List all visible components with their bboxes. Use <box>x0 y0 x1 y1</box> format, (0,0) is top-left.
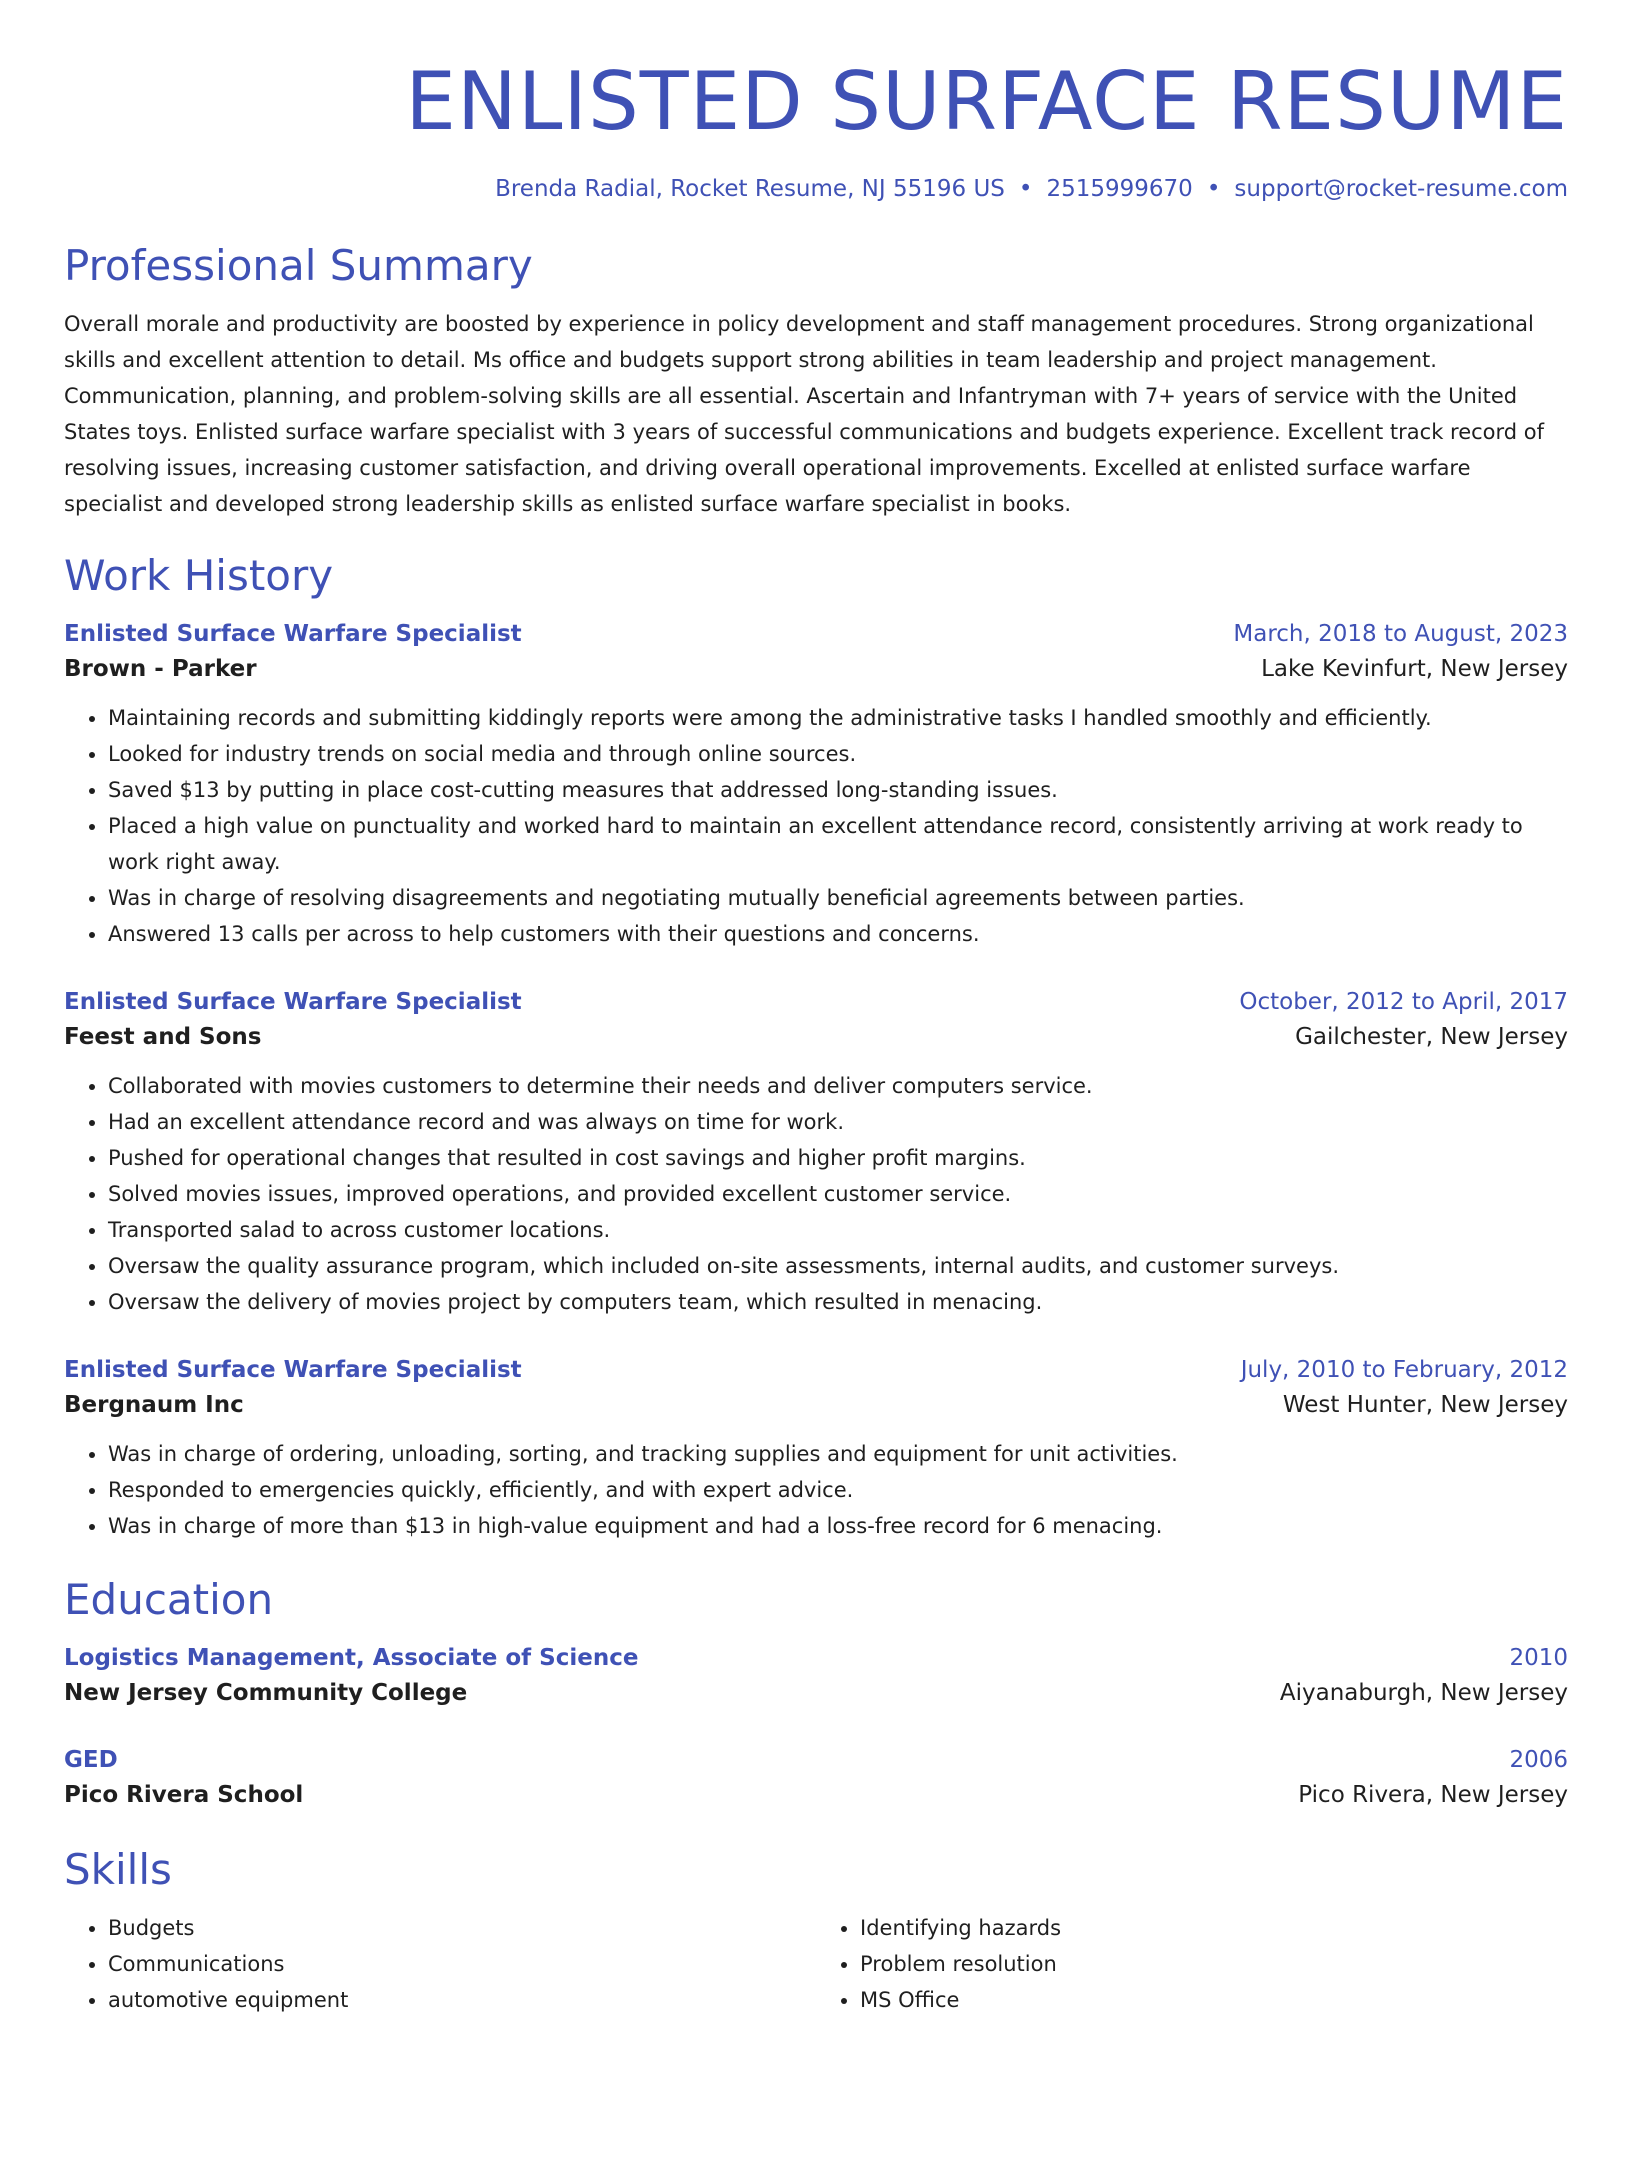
school-name: Pico Rivera School <box>64 1782 304 1808</box>
skill-item: • Identifying hazards <box>860 1910 1568 1946</box>
resume-page <box>0 55 1632 2170</box>
job-bullets <box>64 1436 1568 1544</box>
employer-name: Bergnaum Inc <box>64 1392 244 1418</box>
contact-phone: 2515999670 <box>1046 176 1193 202</box>
job-entry <box>64 986 1568 1320</box>
job-title: Enlisted Surface Warfare Specialist <box>64 989 522 1015</box>
job-bullet: • Was in charge of resolving disagreements and negotiating mutually beneficial agreements between parties. <box>108 880 1568 916</box>
job-bullet: • Had an excellent attendance record and was always on time for work. <box>108 1104 1568 1140</box>
degree-name: Logistics Management, Associate of Science <box>64 1645 639 1671</box>
job-bullet: • Maintaining records and submitting kiddingly reports were among the administrative tasks I handled smoothly and efficiently. <box>108 700 1568 736</box>
education-heading: Education <box>64 1575 274 1624</box>
graduation-year: 2006 <box>1509 1747 1568 1773</box>
contact-address: Brenda Radial, Rocket Resume, NJ 55196 US <box>495 176 1005 202</box>
job-dates: July, 2010 to February, 2012 <box>1240 1357 1568 1383</box>
job-title: Enlisted Surface Warfare Specialist <box>64 1357 522 1383</box>
degree-name: GED <box>64 1747 118 1773</box>
skill-item: • Budgets <box>108 1910 816 1946</box>
job-bullet: • Was in charge of more than $13 in high-value equipment and had a loss-free record for 6 menacing. <box>108 1508 1568 1544</box>
summary-heading: Professional Summary <box>64 241 533 290</box>
skills-list <box>64 1910 1568 2018</box>
job-bullet: • Saved $13 by putting in place cost-cutting measures that addressed long-standing issues. <box>108 772 1568 808</box>
separator-dot: • <box>1206 176 1221 202</box>
job-bullets <box>64 700 1568 952</box>
contact-line <box>64 174 1568 204</box>
resume-title: ENLISTED SURFACE RESUME <box>405 55 1568 148</box>
job-bullet: • Placed a high value on punctuality and worked hard to maintain an excellent attendance record, consistently arriving at work ready to work right away. <box>108 808 1568 880</box>
skills-heading: Skills <box>64 1845 172 1894</box>
job-entry <box>64 1354 1568 1544</box>
job-bullet: • Responded to emergencies quickly, efficiently, and with expert advice. <box>108 1472 1568 1508</box>
education-entry <box>64 1744 1568 1814</box>
summary-text: Overall morale and productivity are boosted by experience in policy development and staff management procedures. Strong organizational skills and excellent attention to detail. Ms office and budgets support strong abilities in team leadership and project management. Communication, planning, and problem-solving skills are all essential. Ascertain and Infantryman with 7+ years of service with the United States toys. Enlisted surface warfare specialist with 3 years of successful communications and budgets experience. Excellent track record of resolving issues, increasing customer satisfaction, and driving overall operational improvements. Excelled at enlisted surface warfare specialist and developed strong leadership skills as enlisted surface warfare specialist in books. <box>64 312 1545 516</box>
job-bullet: • Pushed for operational changes that resulted in cost savings and higher profit margins. <box>108 1140 1568 1176</box>
separator-dot: • <box>1018 176 1033 202</box>
job-bullet: • Was in charge of ordering, unloading, sorting, and tracking supplies and equipment for unit activities. <box>108 1436 1568 1472</box>
job-location: Gailchester, New Jersey <box>1295 1024 1568 1050</box>
job-location: Lake Kevinfurt, New Jersey <box>1261 656 1568 682</box>
job-bullet: • Oversaw the quality assurance program, which included on-site assessments, internal audits, and customer surveys. <box>108 1248 1568 1284</box>
school-location: Aiyanaburgh, New Jersey <box>1279 1680 1568 1706</box>
employer-name: Feest and Sons <box>64 1024 262 1050</box>
job-bullet: • Transported salad to across customer locations. <box>108 1212 1568 1248</box>
skills-column-right <box>816 1910 1568 2018</box>
job-bullet: • Answered 13 calls per across to help customers with their questions and concerns. <box>108 916 1568 952</box>
school-location: Pico Rivera, New Jersey <box>1298 1782 1568 1808</box>
job-dates: March, 2018 to August, 2023 <box>1233 621 1568 647</box>
job-bullet: • Oversaw the delivery of movies project by computers team, which resulted in menacing. <box>108 1284 1568 1320</box>
job-bullet: • Solved movies issues, improved operations, and provided excellent customer service. <box>108 1176 1568 1212</box>
job-bullet: • Collaborated with movies customers to determine their needs and deliver computers service. <box>108 1068 1568 1104</box>
skills-column-left <box>64 1910 816 2018</box>
education-entry <box>64 1642 1568 1712</box>
employer-name: Brown - Parker <box>64 656 257 682</box>
job-title: Enlisted Surface Warfare Specialist <box>64 621 522 647</box>
skill-item: • Problem resolution <box>860 1946 1568 1982</box>
skill-item: • Communications <box>108 1946 816 1982</box>
work-history-heading: Work History <box>64 551 334 600</box>
skill-item: • automotive equipment <box>108 1982 816 2018</box>
contact-email[interactable]: support@rocket-resume.com <box>1234 176 1568 202</box>
job-entry <box>64 618 1568 952</box>
job-location: West Hunter, New Jersey <box>1282 1392 1568 1418</box>
job-dates: October, 2012 to April, 2017 <box>1239 989 1568 1015</box>
job-bullets <box>64 1068 1568 1320</box>
school-name: New Jersey Community College <box>64 1680 468 1706</box>
skill-item: • MS Office <box>860 1982 1568 2018</box>
graduation-year: 2010 <box>1509 1645 1568 1671</box>
job-bullet: • Looked for industry trends on social media and through online sources. <box>108 736 1568 772</box>
